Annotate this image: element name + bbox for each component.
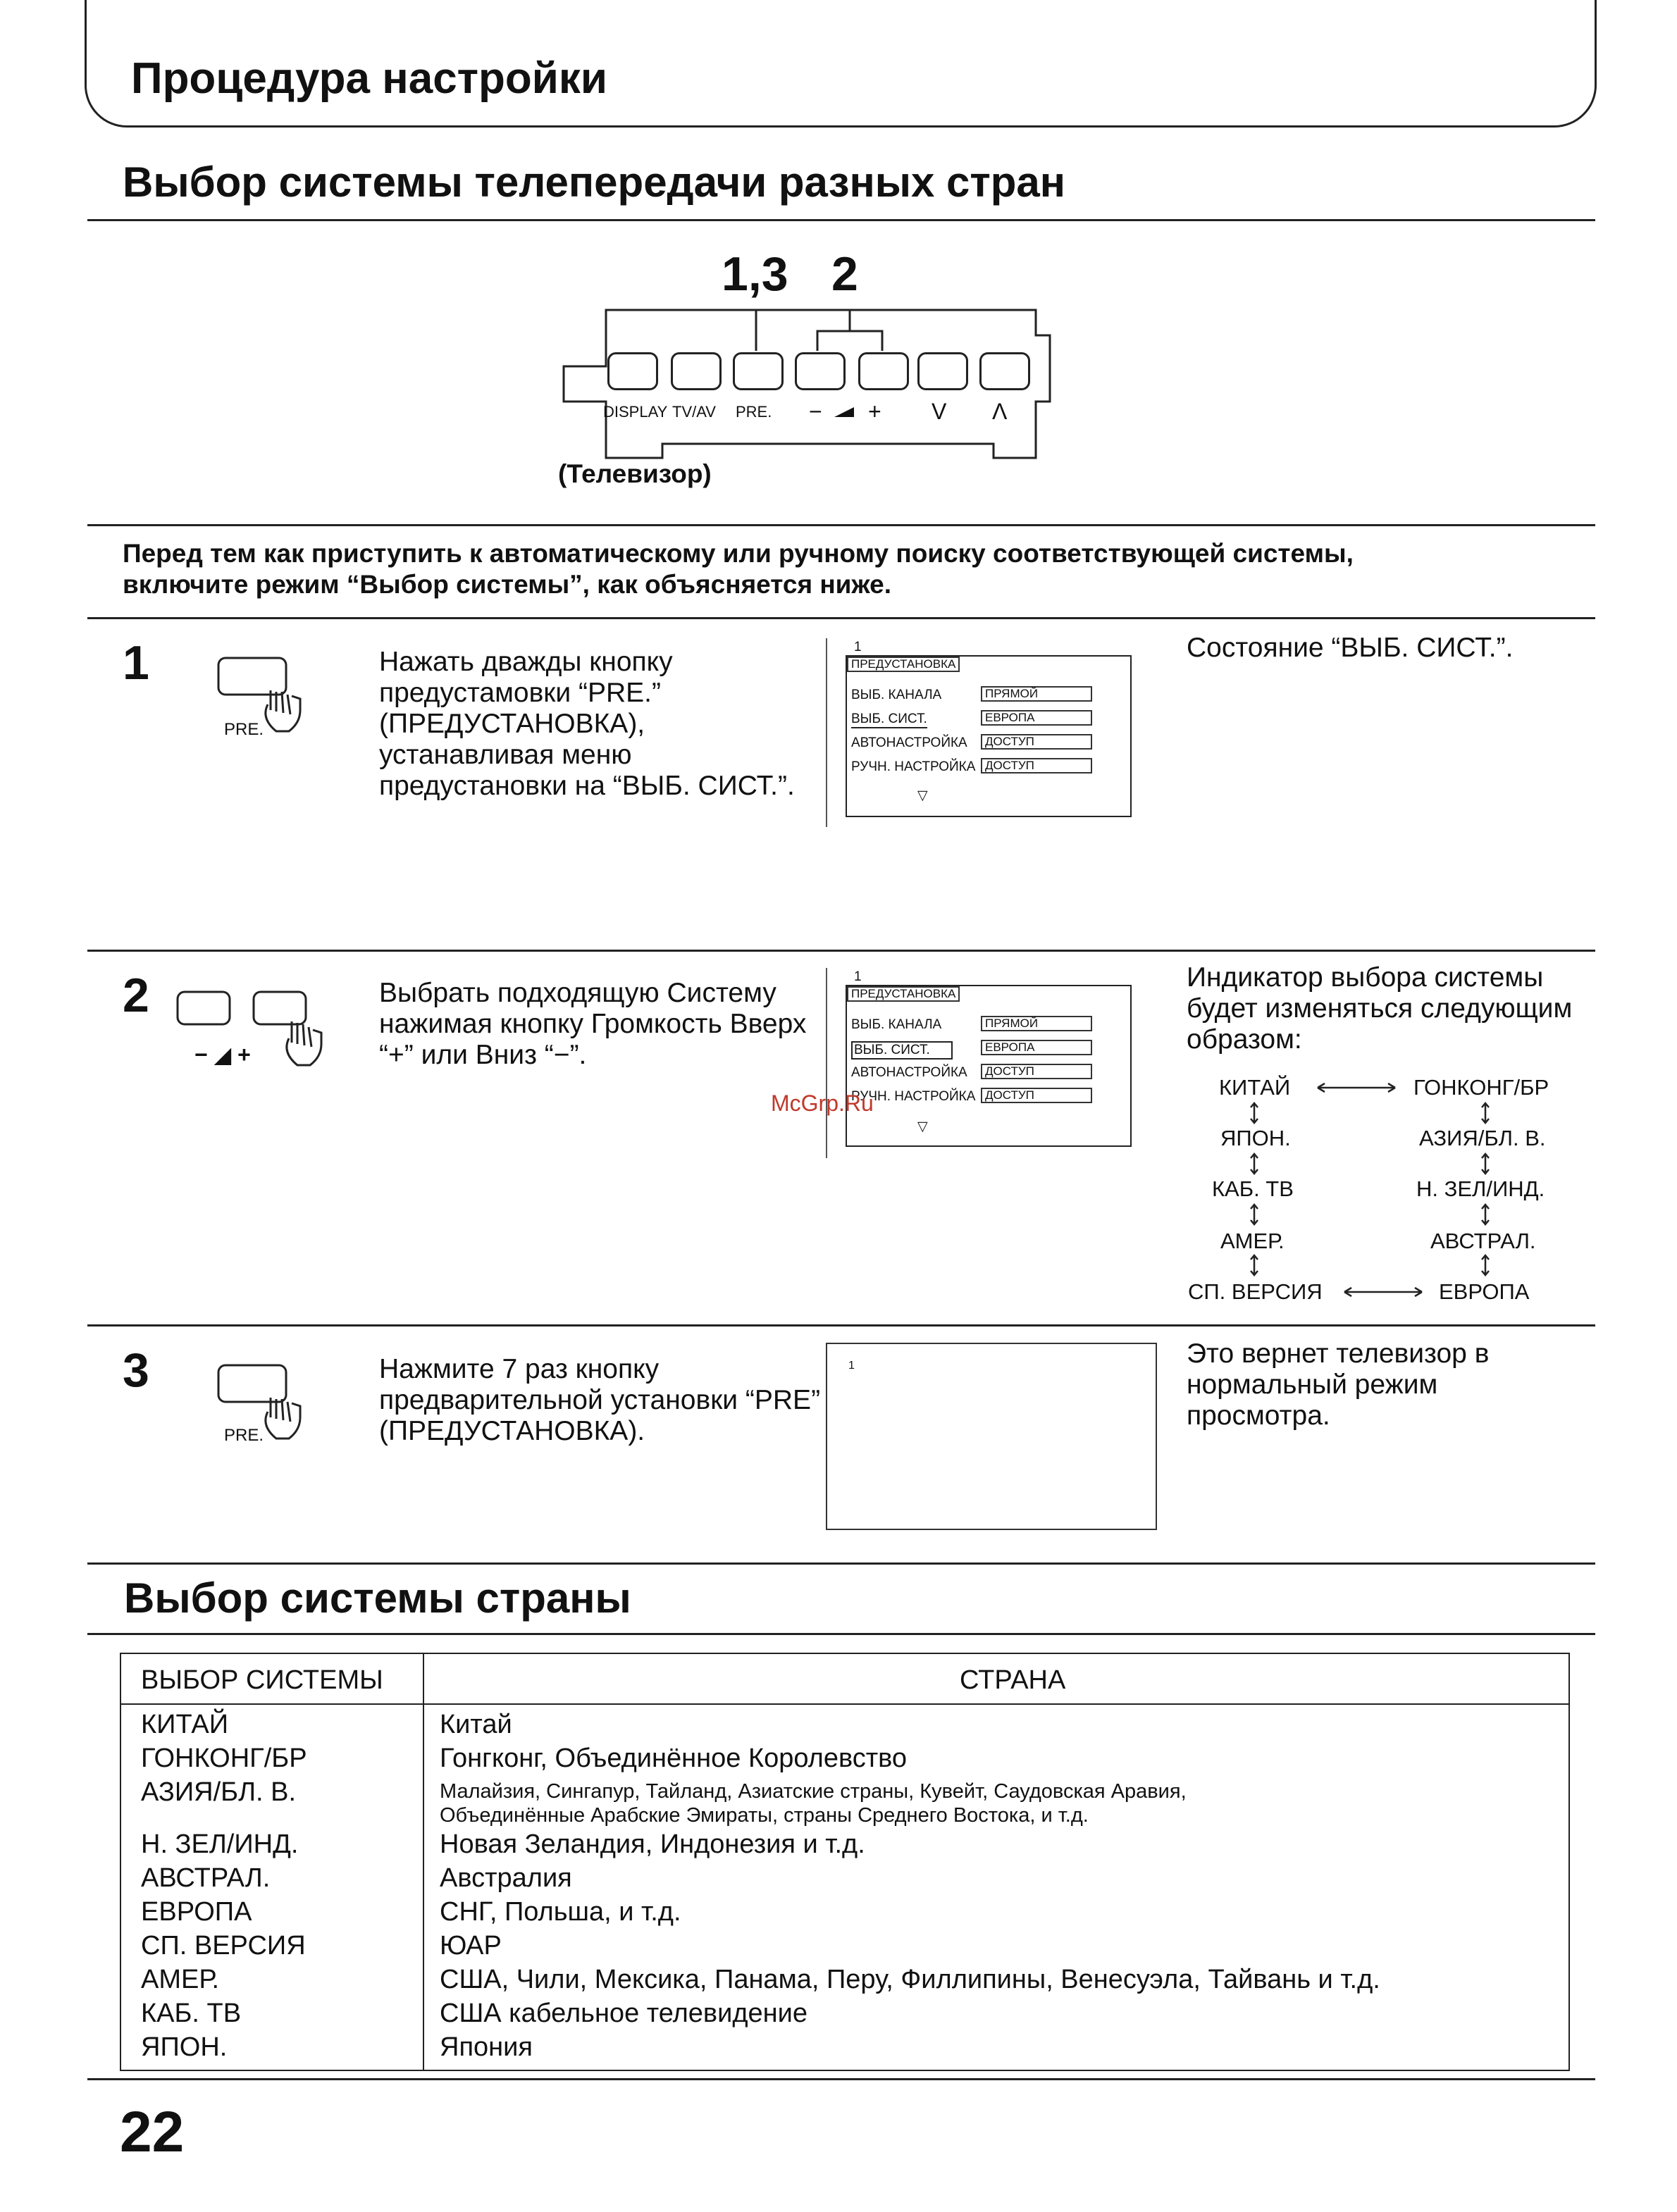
divider [87,1633,1595,1635]
menu-row-value: ПРЯМОЙ [981,1016,1092,1031]
cycle-item: АЗИЯ/БЛ. В. [1419,1126,1546,1150]
divider [87,617,1595,619]
menu-title: ПРЕДУСТАНОВКА [847,986,960,1002]
table-cell-line: Объединённые Арабские Эмираты, страны Среднего Востока, и т.д. [440,1804,1089,1827]
channel-up-button[interactable] [979,352,1030,390]
arrow-down-icon: ▽ [917,788,928,803]
volume-icon [833,404,855,420]
table-header-divider [121,1703,1568,1705]
table-cell: Китай [440,1710,512,1739]
table-header-system: ВЫБОР СИСТЕМЫ [141,1665,383,1695]
down-label: V [932,399,947,424]
menu-row-label: АВТОНАСТРОЙКА [851,1065,967,1080]
divider [87,1324,1595,1326]
up-label: Λ [992,399,1008,424]
section-title: Выбор системы телепередачи разных стран [123,159,1066,206]
divider [87,1562,1595,1565]
table-cell: Гонгконг, Объединённое Королевство [440,1744,908,1773]
table-header-country: СТРАНА [960,1665,1066,1695]
table-cell: СП. ВЕРСИЯ [141,1931,306,1961]
menu-row-value: ЕВРОПА [981,1040,1092,1055]
menu-row-label: РУЧН. НАСТРОЙКА [851,1089,976,1104]
label-step-1-3: 1,3 [722,247,788,301]
cycle-arrows [1184,1071,1578,1310]
step-instruction: Нажать дважды кнопку предустамовки “PRE.” (ПРЕДУСТАНОВКА), устанавливая меню предустановки на “ВЫБ. СИСТ.”. [379,647,795,801]
display-button[interactable] [607,352,658,390]
table-cell: АЗИЯ/БЛ. В. [141,1777,297,1807]
pre-icon-label: PRE. [224,720,264,739]
intro-line-2: включите режим “Выбор системы”, как объясняется ниже. [123,570,892,599]
table-cell-line: Малайзия, Сингапур, Тайланд, Азиатские страны, Кувейт, Саудовская Аравия, [440,1780,1187,1803]
table-cell: Япония [440,2032,533,2062]
intro-line-1: Перед тем как приступить к автоматическому или ручному поиску соответствующей системы, [123,539,1354,568]
table-cell: Н. ЗЕЛ/ИНД. [141,1829,299,1859]
cycle-item: ЯПОН. [1220,1126,1291,1150]
table-cell: ЯПОН. [141,2032,228,2062]
step-note: Состояние “ВЫБ. СИСТ.”. [1187,633,1514,663]
panel-caption: (Телевизор) [558,459,712,488]
table-cell-multiline [440,1775,1560,1827]
menu-row-value: ПРЯМОЙ [981,686,1092,702]
divider [87,2078,1595,2080]
table-country-column [440,1708,1560,2064]
table-cell: ГОНКОНГ/БР [141,1744,307,1773]
table-cell: АВСТРАЛ. [141,1863,271,1893]
tv-screen [826,638,1158,827]
menu-title: ПРЕДУСТАНОВКА [847,657,960,672]
pre-label: PRE. [736,403,772,421]
cycle-item: АВСТРАЛ. [1430,1229,1536,1253]
table-cell: СНГ, Польша, и т.д. [440,1897,681,1927]
menu-row-label-selected: ВЫБ. СИСТ. [851,712,927,728]
divider [87,219,1595,221]
channel-number: 1 [848,1360,855,1372]
menu-row-label: АВТОНАСТРОЙКА [851,735,967,750]
page-number: 22 [120,2100,185,2164]
table-cell: КАБ. ТВ [141,1999,242,2028]
channel-down-button[interactable] [917,352,968,390]
channel-number: 1 [854,969,862,984]
display-label: DISPLAY [603,403,668,421]
table-cell: ЕВРОПА [141,1897,252,1927]
cycle-item: КАБ. ТВ [1212,1176,1294,1201]
volume-up-button[interactable] [858,352,909,390]
channel-number: 1 [854,640,862,654]
menu-row-value: ДОСТУП [981,1088,1092,1103]
watermark: McGrp.Ru [771,1091,874,1116]
menu-row-value: ЕВРОПА [981,710,1092,726]
page-title: Процедура настройки [131,54,608,103]
table-column-divider [423,1654,424,2070]
cycle-item: ГОНКОНГ/БР [1413,1075,1549,1100]
menu-row-value: ДОСТУП [981,1064,1092,1079]
table-cell: Австралия [440,1863,572,1893]
pre-icon-label: PRE. [224,1426,264,1445]
arrow-down-icon: ▽ [917,1119,928,1134]
step-number: 1 [123,636,149,690]
table-cell: КИТАЙ [141,1710,229,1739]
step-instruction: Нажмите 7 раз кнопку предварительной установки “PRE” (ПРЕДУСТАНОВКА). [379,1354,821,1446]
tv-screen [826,1343,1157,1530]
step-number: 2 [123,969,149,1022]
tv-av-label: TV/AV [672,403,716,421]
cycle-item: АМЕР. [1220,1229,1285,1253]
section-title: Выбор системы страны [124,1574,631,1622]
menu-row-value: ДОСТУП [981,758,1092,773]
table-cell: ЮАР [440,1931,502,1961]
volume-down-button[interactable] [795,352,846,390]
menu-row-label-selected: ВЫБ. СИСТ. [851,1041,953,1060]
table-cell: США кабельное телевидение [440,1999,807,2028]
plus-label: + [868,399,881,424]
table-cell: Новая Зеландия, Индонезия и т.д. [440,1829,865,1859]
pre-button[interactable] [733,352,784,390]
system-country-table [120,1653,1570,2071]
tv-screen [826,968,1158,1158]
step-note: Индикатор выбора системы будет изменяться следующим образом: [1187,962,1573,1055]
minus-label: − [809,399,822,424]
cycle-item: Н. ЗЕЛ/ИНД. [1416,1176,1545,1201]
divider [87,524,1595,526]
menu-row-value: ДОСТУП [981,734,1092,750]
menu-row-label: ВЫБ. КАНАЛА [851,1017,942,1032]
label-step-2: 2 [831,247,858,301]
table-cell: США, Чили, Мексика, Панама, Перу, Филлипины, Венесуэла, Тайвань и т.д. [440,1965,1380,1994]
cycle-item: ЕВРОПА [1439,1279,1530,1304]
cycle-item: СП. ВЕРСИЯ [1188,1279,1323,1304]
tv-av-button[interactable] [671,352,722,390]
step-instruction: Выбрать подходящую Систему нажимая кнопку Громкость Вверх “+” или Вниз “−”. [379,978,807,1070]
volume-icon-label: − ◢ + [194,1042,251,1067]
step-note: Это вернет телевизор в нормальный режим просмотра. [1187,1338,1490,1431]
table-system-column [141,1708,307,2064]
menu-row-label: ВЫБ. КАНАЛА [851,688,942,702]
intro-text [123,538,1354,600]
menu-row-label: РУЧН. НАСТРОЙКА [851,759,976,774]
divider [87,950,1595,952]
table-cell: АМЕР. [141,1965,220,1994]
cycle-item: КИТАЙ [1219,1075,1291,1100]
step-number: 3 [123,1343,149,1397]
